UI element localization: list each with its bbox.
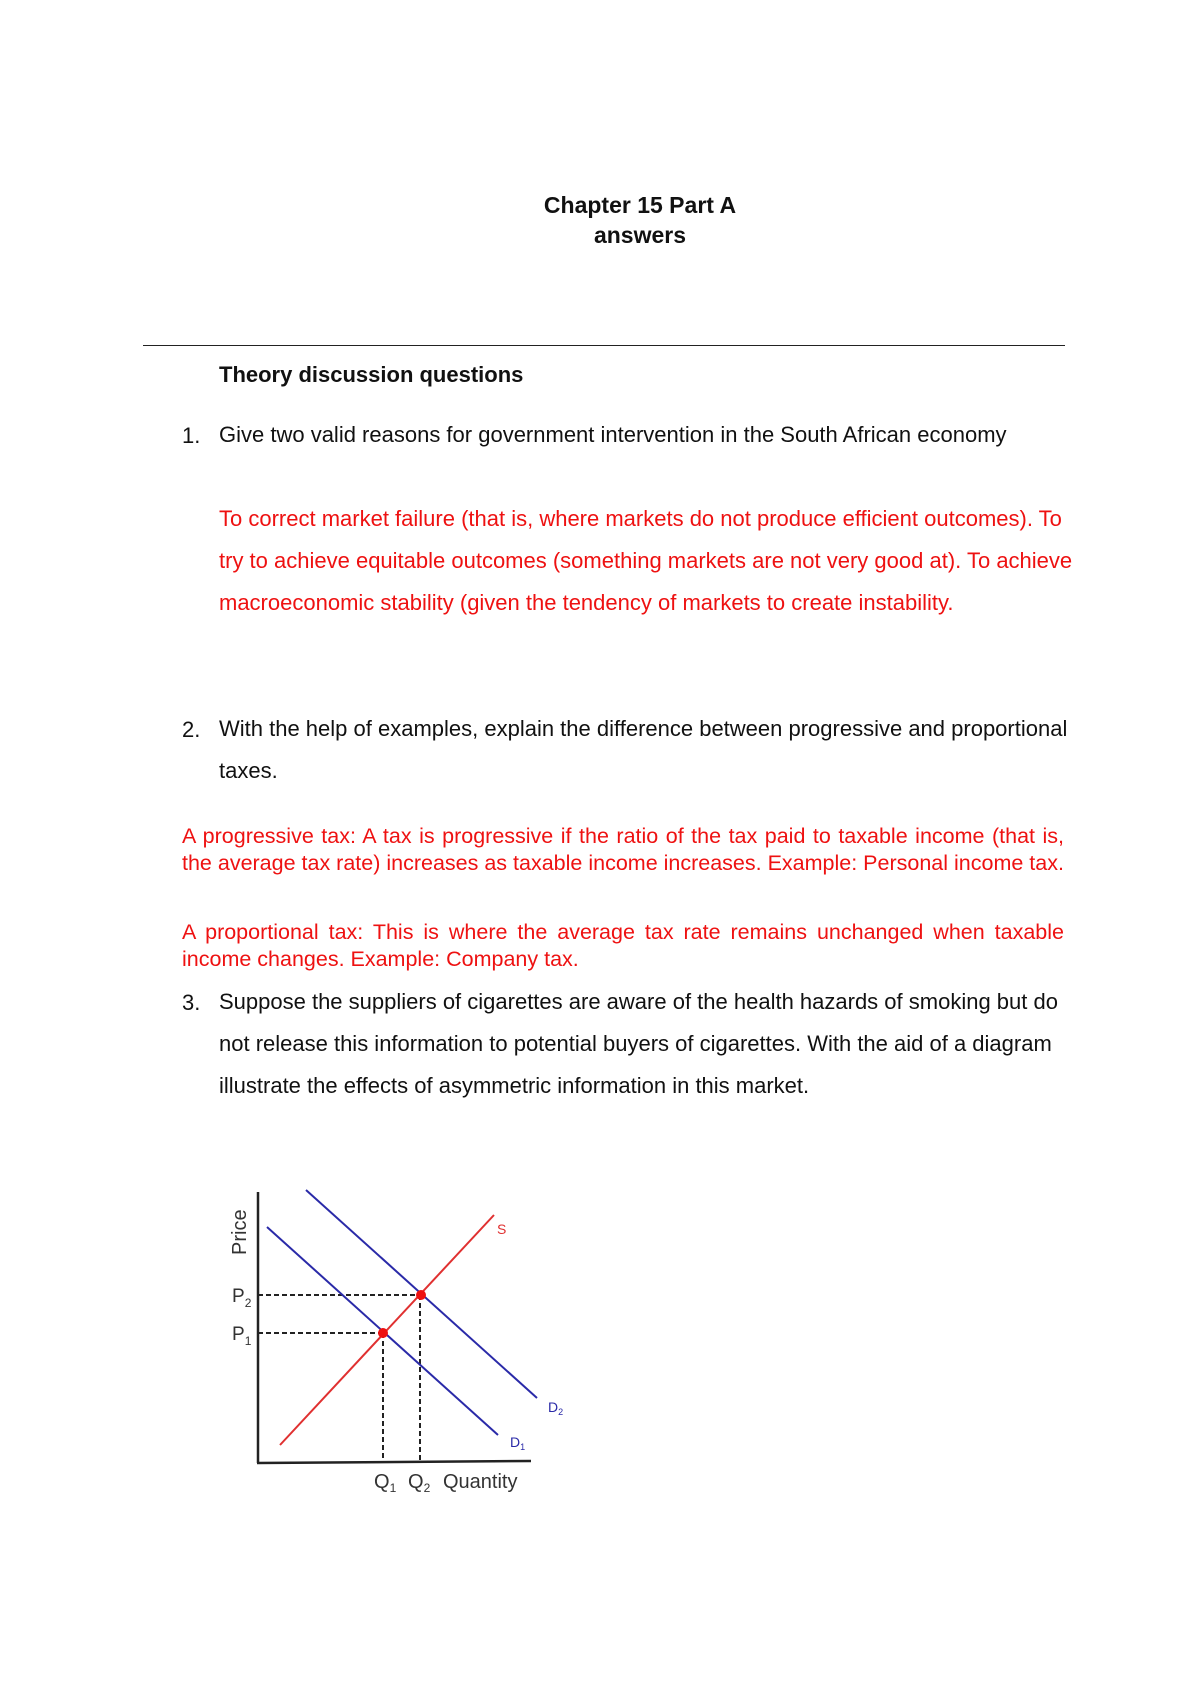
y-axis-label: Price [229, 1209, 251, 1255]
page-subtitle: answers [593, 222, 687, 248]
equilibrium-point-1 [378, 1328, 388, 1338]
question-text: With the help of examples, explain the difference between progressive and proportional taxes. [219, 716, 1068, 783]
question-number: 3. [182, 990, 201, 1015]
supply-label: S [497, 1221, 507, 1237]
q2-label: $Q_2$ [408, 1471, 431, 1495]
d2-label: $D_2$ [548, 1399, 564, 1417]
answer-paragraph: A proportional tax: This is where the average tax rate remains unchanged when taxable income changes. Example: Company tax. [182, 920, 1064, 971]
x-axis-label: Quantity [443, 1471, 518, 1493]
answer-paragraph: A progressive tax: A tax is progressive if the ratio of the tax paid to taxable income (that is, the average tax rate) increases as taxable income increases. Example: Personal income tax. [182, 824, 1064, 875]
p1-label: $P_1$ [232, 1324, 252, 1348]
x-axis [257, 1461, 531, 1463]
question-text: Suppose the suppliers of cigarettes are aware of the health hazards of smoking but do not release this information to potential buyers of cigarettes. With the aid of a diagram illustrate the effects of asymmetric information in this market. [219, 989, 1058, 1098]
q1-label: $Q_1$ [374, 1471, 397, 1495]
section-heading: Theory discussion questions [219, 362, 524, 387]
page-title: Chapter 15 Part A [543, 192, 737, 218]
p2-label: $P_2$ [232, 1286, 252, 1310]
question-number: 1. [182, 423, 201, 448]
answer-text: To correct market failure (that is, where markets do not produce efficient outcomes). To try to achieve equitable outcomes (something markets are not very good at). To achieve macroeconomic stability (given the tendency of markets to create instability. [219, 506, 1073, 615]
equilibrium-point-2 [416, 1290, 426, 1300]
d1-label: $D_1$ [510, 1434, 526, 1452]
question-number: 2. [182, 717, 201, 742]
question-text: Give two valid reasons for government intervention in the South African economy [219, 422, 1007, 447]
